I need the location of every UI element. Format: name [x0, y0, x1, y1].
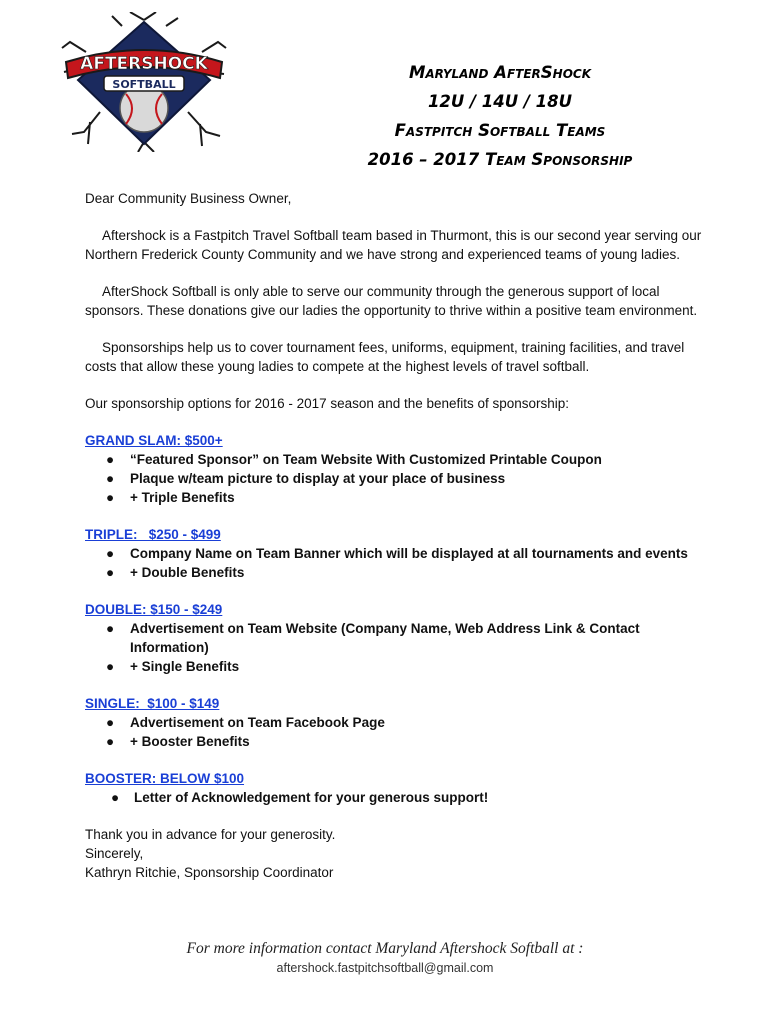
- benefit-item: ● Plaque w/team picture to display at your place of business: [106, 471, 506, 486]
- footer: [0, 938, 770, 977]
- tier-title-link[interactable]: TRIPLE: $250 - $499: [85, 527, 221, 542]
- tier-title-link[interactable]: GRAND SLAM: $500+: [85, 433, 223, 448]
- logo-word-softball: SOFTBALL: [112, 78, 176, 91]
- bullet-icon: ●: [106, 490, 115, 505]
- title-teams: Fastpitch Softball Teams: [394, 121, 606, 140]
- tier-triple: [85, 525, 707, 582]
- tier-title-link[interactable]: DOUBLE: $150 - $249: [85, 602, 223, 617]
- paragraph-about-team: Aftershock is a Fastpitch Travel Softball team based in Thurmont, this is our second year serving our Northern Frederick County Community and we have strong and experienced teams of young ladies.: [85, 228, 702, 262]
- footer-contact-text: For more information contact Maryland Aftershock Softball at :: [186, 940, 584, 957]
- tier-single: [85, 694, 707, 751]
- bullet-icon: ●: [106, 734, 115, 749]
- sponsorship-intro: Our sponsorship options for 2016 - 2017 season and the benefits of sponsorship:: [85, 396, 570, 411]
- bullet-icon: ●: [106, 659, 115, 674]
- tier-booster: [85, 769, 707, 807]
- bullet-icon: ●: [106, 471, 115, 486]
- bullet-icon: ●: [111, 790, 120, 805]
- tier-grand-slam: [85, 431, 707, 507]
- benefit-item: ● “Featured Sponsor” on Team Website With Customized Printable Coupon: [106, 452, 602, 467]
- bullet-icon: ●: [106, 546, 115, 561]
- aftershock-softball-logo: [60, 12, 228, 152]
- benefit-item: ● Company Name on Team Banner which will be displayed at all tournaments and events: [106, 546, 688, 561]
- benefit-list: [85, 713, 707, 751]
- logo-word-aftershock: AFTERSHOCK: [80, 54, 208, 74]
- bullet-icon: ●: [106, 565, 115, 580]
- benefit-item: ● + Booster Benefits: [106, 734, 250, 749]
- benefit-item: ● + Double Benefits: [106, 565, 245, 580]
- benefit-item: ● + Single Benefits: [106, 659, 240, 674]
- footer-email-link[interactable]: aftershock.fastpitchsoftball@gmail.com: [276, 961, 494, 975]
- benefit-item: ● + Triple Benefits: [106, 490, 235, 505]
- closing-thanks: Thank you in advance for your generosity.: [85, 827, 336, 842]
- closing-block: [85, 825, 707, 882]
- closing-sincerely: Sincerely,: [85, 846, 144, 861]
- tier-title-link[interactable]: BOOSTER: BELOW $100: [85, 771, 245, 786]
- title-organization: Maryland AfterShock: [408, 63, 592, 82]
- bullet-icon: ●: [106, 715, 115, 730]
- bullet-icon: ●: [106, 452, 115, 467]
- paragraph-sponsorship-uses: Sponsorships help us to cover tournament fees, uniforms, equipment, training facilities, and travel costs that allow these young ladies to compete at the highest levels of travel softball.: [85, 340, 685, 374]
- benefit-list: [85, 450, 707, 507]
- header-title-block: [320, 58, 680, 174]
- tier-title-link[interactable]: SINGLE: $100 - $149: [85, 696, 220, 711]
- greeting: Dear Community Business Owner,: [85, 191, 292, 206]
- benefit-list: [85, 788, 707, 807]
- benefit-list: [85, 619, 707, 676]
- closing-signature: Kathryn Ritchie, Sponsorship Coordinator: [85, 865, 334, 880]
- bullet-icon: ●: [106, 621, 115, 636]
- title-sponsorship-season: 2016 – 2017 Team Sponsorship: [367, 150, 633, 169]
- benefit-item: ● Advertisement on Team Website (Company Name, Web Address Link & Contact Information): [106, 621, 640, 655]
- title-age-groups: 12U / 14U / 18U: [427, 92, 573, 111]
- letter-body: [85, 189, 707, 882]
- benefit-item: ● Letter of Acknowledgement for your generous support!: [111, 790, 489, 805]
- paragraph-sponsors: AfterShock Softball is only able to serve our community through the generous support of local sponsors. These donations give our ladies the opportunity to thrive within a positive team environment.: [85, 284, 698, 318]
- benefit-list: [85, 544, 707, 582]
- tier-double: [85, 600, 707, 676]
- benefit-item: ● Advertisement on Team Facebook Page: [106, 715, 385, 730]
